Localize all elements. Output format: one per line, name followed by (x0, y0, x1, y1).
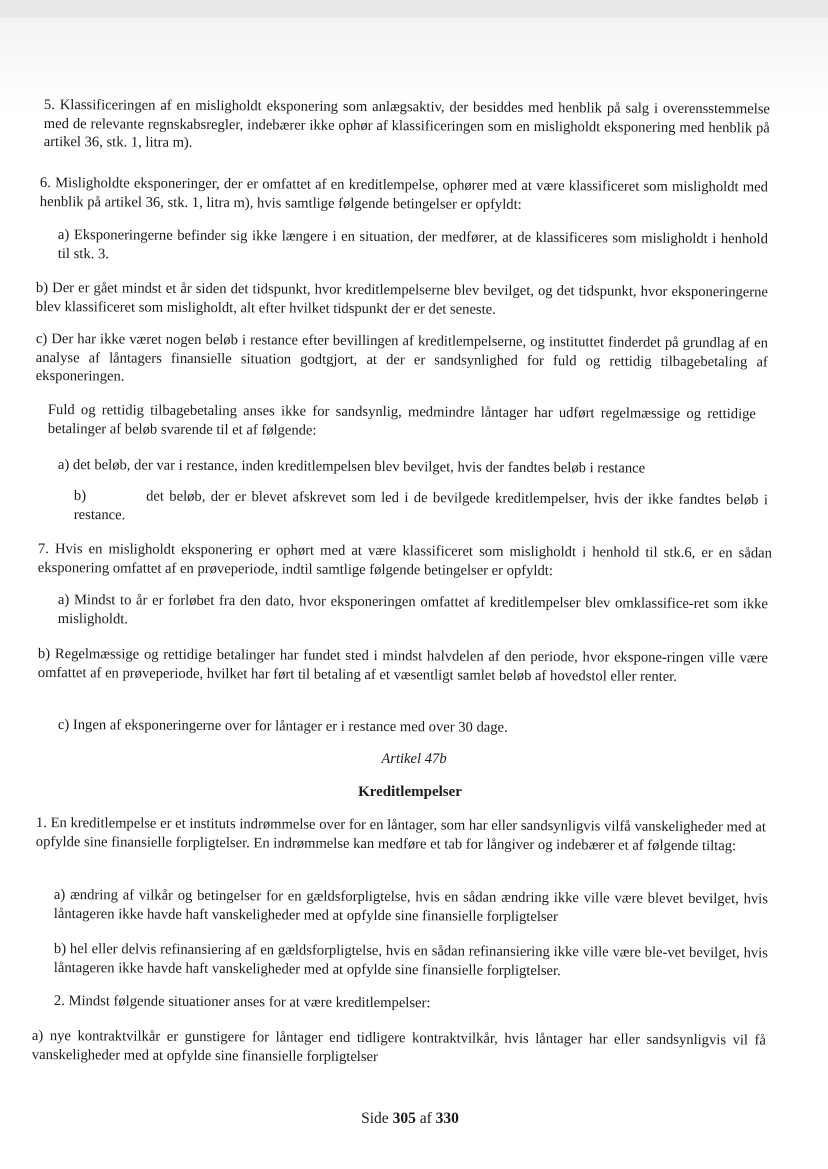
article-paragraph-1: 1. En kreditlempelse er et instituts indrømmelse over for en låntager, som har eller sandsynligvis vilfå vanskeligheder med at opfylde sine finansielle forpligtelser. En indrømmelse kan medføre et tab for långiver og indebærer et af følgende tiltag: (35, 815, 766, 854)
paragraph-5: 5. Klassificeringen af en misligholdt eksponering som anlægsaktiv, der besiddes med henblik på salg i overensstemmelse med de relevante regnskabsregler, indebærer ikke ophør af klassificeringen som en misligholdt eksponering med henblik på artikel 36, stk. 1, litra m). (43, 96, 770, 151)
paragraph-7c: c) Ingen af eksponeringerne over for låntager er i restance med over 30 dage. (57, 717, 508, 736)
footer-middle: af (419, 1110, 432, 1127)
item-label-b: b) (73, 487, 87, 505)
footer-total-pages: 330 (435, 1110, 459, 1127)
footer-prefix: Side (361, 1110, 389, 1127)
paragraph-fuld: Fuld og rettidig tilbagebetaling anses ikke for sandsynlig, medmindre låntager har udført regelmæssige og rettidige betalinger af beløb svarende til et af følgende: (47, 401, 756, 439)
paragraph-fuld-a: a) det beløb, der var i restance, inden kreditlempelsen blev bevilget, hvis der fandtes beløb i restance (57, 456, 646, 477)
article-paragraph-2a: a) nye kontraktvilkår er gunstigere for låntager end tidligere kontraktvilkår, hvis låntager har eller sandsynligvis vil få vanskeligheder med at opfylde sine finansielle forpligtelser (31, 1028, 766, 1065)
paragraph-6: 6. Misligholdte eksponeringer, der er omfattet af en kreditlempelse, ophører med at være klassificeret som misligholdt med henblik på artikel 36, stk. 1, litra m), hvis samtlige følgende betingelser er opfyldt: (39, 174, 768, 213)
paragraph-7b: b) Regelmæssige og rettidige betalinger har fundet sted i mindst halvdelen af den periode, hvor ekspone-ringen ville være omfattet af en prøveperiode, hvilket har ført til betaling af et væsentligt samlet beløb af hovedstol eller renter. (37, 646, 768, 685)
article-paragraph-2: 2. Mindst følgende situationer anses for at være kreditlempelser: (53, 993, 431, 1012)
scan-top-band (0, 0, 828, 18)
paragraph-fuld-b (74, 487, 768, 528)
footer-page-number: 305 (392, 1110, 416, 1127)
paragraph-6b: b) Der er gået mindst et år siden det tidspunkt, hvor kreditlempelserne blev bevilget, og det tidspunkt, hvor eksponeringerne blev klassificeret som misligholdt, alt efter hvilket tidspunkt der er det seneste. (35, 279, 768, 318)
article-paragraph-1b: b) hel eller delvis refinansiering af en gældsforpligtelse, hvis en sådan refinansiering ikke ville være ble-vet bevilget, hvis låntageren ikke havde haft vanskeligheder med at opfylde sine finansielle forpligtelser. (53, 941, 768, 979)
article-title: Artikel 47b (381, 751, 447, 767)
paragraph-7: 7. Hvis en misligholdt eksponering er ophørt med at være klassificeret som misligholdt i henhold til stk.6, er en sådan eksponering omfattet af en prøveperiode, indtil samtlige følgende betingelser er opfyldt: (37, 541, 772, 579)
article-paragraph-1a: a) ændring af vilkår og betingelser for en gældsforpligtelse, hvis en sådan ændring ikke ville være blevet bevilget, hvis låntageren ikke havde haft vanskeligheder med at opfylde sine finansielle forpligtelser (53, 887, 768, 925)
paragraph-6c: c) Der har ikke været nogen beløb i restance efter bevillingen af kreditlempelserne, og instituttet finderdet på grundlag af en analyse af låntagers finansielle situation godtgjort, at der er sandsynlighed for fuld og rettidig tilbagebetaling af eksponeringen. (35, 330, 768, 385)
page-footer (0, 1110, 820, 1128)
item-text-b: det beløb, der er blevet afskrevet som led i de bevilgede kreditlempelser, hvis der ikke fandtes beløb i restance. (73, 488, 768, 523)
article-heading: Kreditlempelser (358, 784, 462, 800)
paragraph-6a: a) Eksponeringerne befinder sig ikke længere i en situation, der medfører, at de klassificeres som misligholdt i henhold til stk. 3. (57, 226, 768, 262)
paragraph-7a: a) Mindst to år er forløbet fra den dato, hvor eksponeringen omfattet af kreditlempelser blev omklassifice-ret som ikke misligholdt. (57, 592, 768, 627)
